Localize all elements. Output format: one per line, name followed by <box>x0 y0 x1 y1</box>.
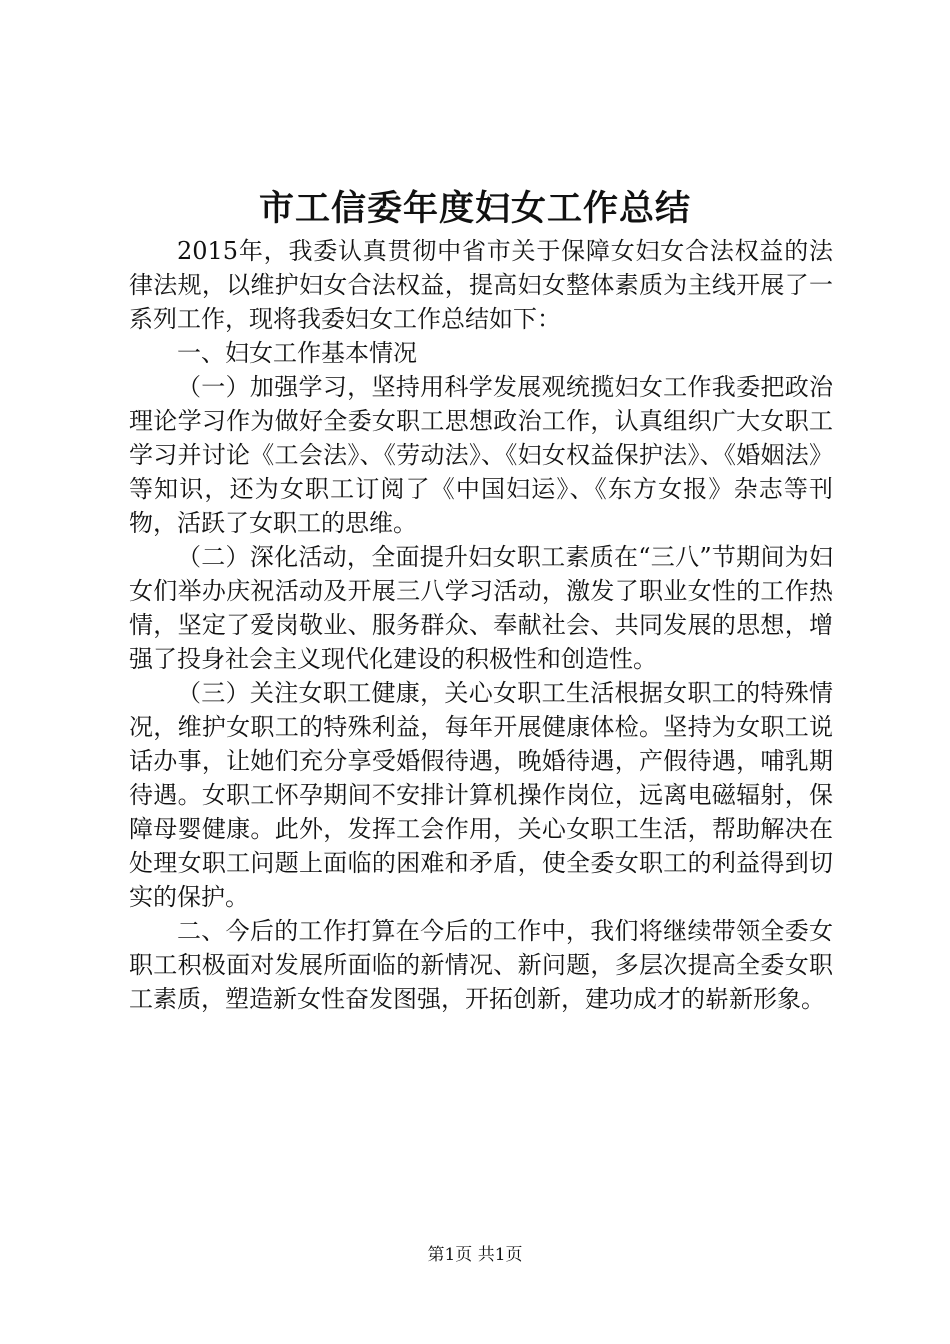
page-footer <box>0 1243 950 1267</box>
paragraph-plans: 二、今后的工作打算在今后的工作中，我们将继续带领全委女职工积极面对发展所面临的新情况、新问题，多层次提高全委女职工素质，塑造新女性奋发图强，开拓创新，建功成才的崭新形象。 <box>129 917 833 1013</box>
paragraph-intro: 2015年，我委认真贯彻中省市关于保障女妇女合法权益的法律法规，以维护妇女合法权益，提高妇女整体素质为主线开展了一系列工作，现将我委妇女工作总结如下： <box>129 237 833 333</box>
page-number: 第1页 <box>427 1245 473 1265</box>
paragraph-activities: （二）深化活动，全面提升妇女职工素质在“三八”节期间为妇女们举办庆祝活动及开展三八学习活动，激发了职业女性的工作热情，坚定了爱岗敬业、服务群众、奉献社会、共同发展的思想，增强了投身社会主义现代化建设的积极性和创造性。 <box>129 543 833 673</box>
document-body <box>129 234 833 1016</box>
paragraph-study: （一）加强学习，坚持用科学发展观统揽妇女工作我委把政治理论学习作为做好全委女职工思想政治工作，认真组织广大女职工学习并讨论《工会法》、《劳动法》、《妇女权益保护法》、《婚姻法》等知识，还为女职工订阅了《中国妇运》、《东方女报》杂志等刊物，活跃了女职工的思维。 <box>129 373 833 537</box>
page-total: 共1页 <box>477 1245 523 1265</box>
paragraph-health: （三）关注女职工健康，关心女职工生活根据女职工的特殊情况，维护女职工的特殊利益，每年开展健康体检。坚持为女职工说话办事，让她们充分享受婚假待遇，晚婚待遇，产假待遇，哺乳期待遇。女职工怀孕期间不安排计算机操作岗位，远离电磁辐射，保障母婴健康。此外，发挥工会作用，关心女职工生活，帮助解决在处理女职工问题上面临的困难和矛盾，使全委女职工的利益得到切实的保护。 <box>129 679 833 911</box>
section-heading-1: 一、妇女工作基本情况 <box>177 339 417 367</box>
document-title: 市工信委年度妇女工作总结 <box>258 188 691 229</box>
